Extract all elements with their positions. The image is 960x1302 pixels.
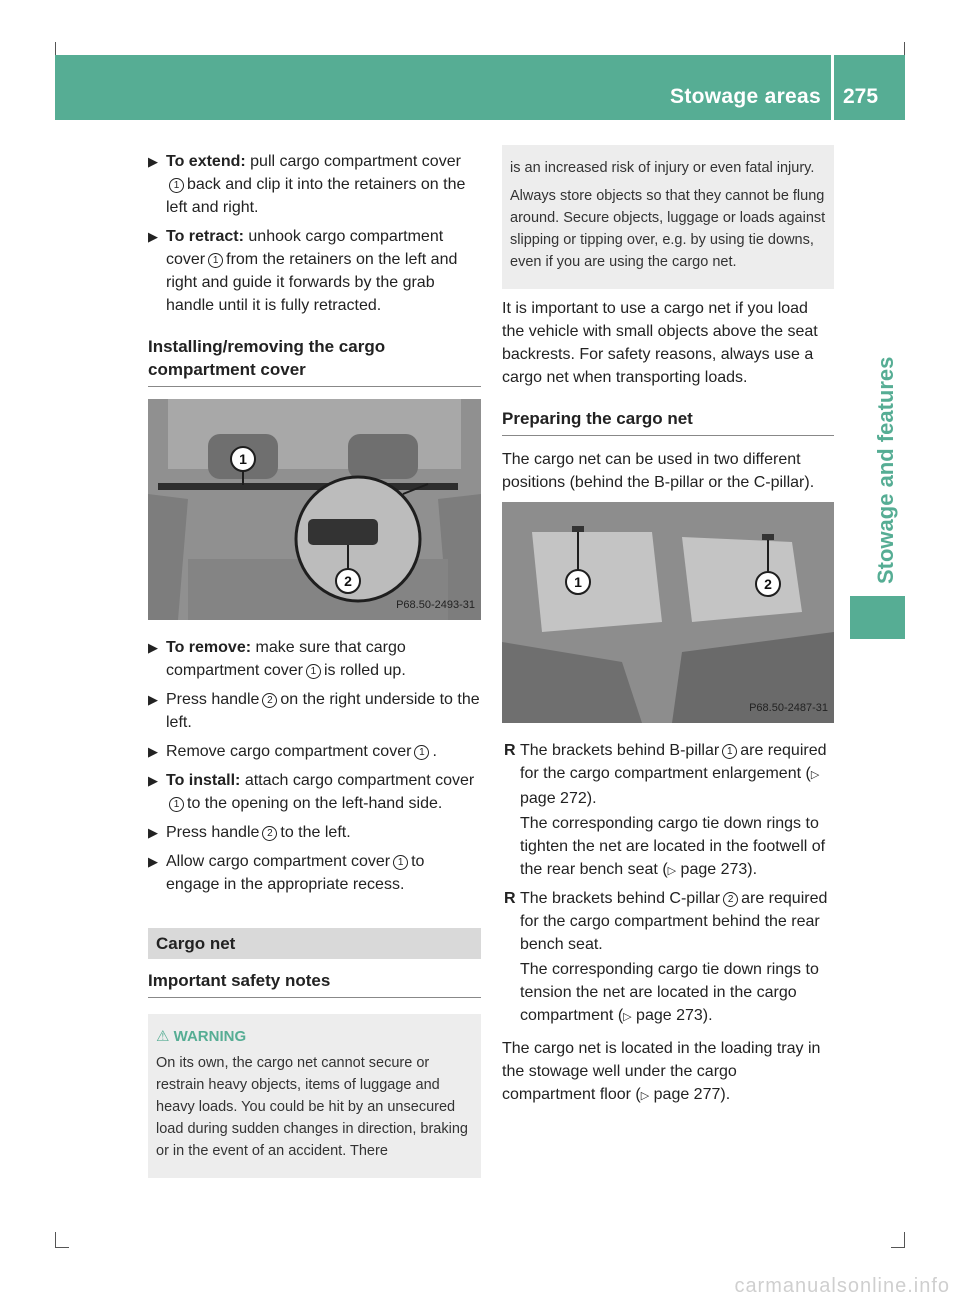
paragraph-text: ). xyxy=(720,1086,731,1103)
callout-2-label: 2 xyxy=(344,573,352,589)
crop-mark xyxy=(55,1247,69,1248)
step-text: to the opening on the left-hand side. xyxy=(187,795,443,812)
callout-number: 1 xyxy=(722,744,737,759)
page-reference[interactable]: page 273 xyxy=(631,1007,703,1024)
instruction-step xyxy=(148,225,481,317)
instruction-step xyxy=(148,688,481,734)
cargo-cover-photo xyxy=(148,399,481,620)
step-text: unhook cargo compartment cover xyxy=(166,228,444,268)
step-arrow-icon: ▶ xyxy=(148,744,158,759)
callout-number: 1 xyxy=(414,745,429,760)
side-tab-label: Stowage and features xyxy=(873,356,898,584)
step-text: to engage in the appropriate recess. xyxy=(166,853,425,893)
step-keyword: To install: xyxy=(166,772,245,789)
section-cargo-net: Cargo net xyxy=(148,928,481,959)
right-column xyxy=(502,150,834,1116)
callout-number: 1 xyxy=(306,664,321,679)
step-text: Press handle xyxy=(166,824,260,841)
side-tab xyxy=(850,120,905,590)
callout-number: 1 xyxy=(393,855,408,870)
bullet-item xyxy=(502,887,834,1029)
bullet-text: The brackets behind B-pillar xyxy=(520,742,720,759)
steps-list xyxy=(148,636,481,896)
crop-mark xyxy=(55,42,56,55)
page-reference[interactable]: page 272 xyxy=(520,790,587,807)
step-arrow-icon: ▶ xyxy=(148,640,158,655)
cargo-net-photo xyxy=(502,502,834,723)
bullet-icon: R xyxy=(504,890,516,907)
bullet-text: ). xyxy=(747,861,758,878)
bullet-item xyxy=(502,739,834,883)
crop-mark xyxy=(904,42,905,55)
cargo-cover-illustration xyxy=(148,399,481,620)
instruction-step xyxy=(148,636,481,682)
callout-number: 2 xyxy=(262,826,277,841)
crop-mark xyxy=(55,1232,56,1247)
paragraph: It is important to use a cargo net if you load the vehicle with small objects above the seat backrests. For safety reasons, always use a cargo net when transporting loads. xyxy=(502,300,818,386)
instruction-step xyxy=(148,769,481,815)
instruction-step xyxy=(148,821,481,844)
step-text: Allow cargo compartment cover xyxy=(166,853,391,870)
step-text: Remove cargo compartment cover xyxy=(166,743,412,760)
watermark: carmanualsonline.info xyxy=(734,1275,950,1297)
warning-box xyxy=(148,1014,481,1178)
callout-number: 1 xyxy=(169,178,184,193)
warning-text: Always store objects so that they cannot be flung around. Secure objects, luggage or loads against slipping or tipping over, e.g. by using tie downs, even if you are using the cargo net. xyxy=(510,188,826,270)
step-text: to the left. xyxy=(280,824,351,841)
paragraph-text: The cargo net is located in the loading tray in the stowage well under the cargo compartment floor ( xyxy=(502,1040,821,1103)
paragraph xyxy=(502,1037,834,1108)
bullet-text: are required for the cargo compartment enlargement ( xyxy=(520,742,827,782)
page-ref-arrow-icon: ▷ xyxy=(667,865,677,877)
callout-number: 2 xyxy=(262,693,277,708)
bullet-subtext xyxy=(520,812,834,883)
step-arrow-icon: ▶ xyxy=(148,692,158,707)
step-arrow-icon: ▶ xyxy=(148,825,158,840)
step-text: back and clip it into the retainers on the left and right. xyxy=(166,176,466,216)
callout-2-label: 2 xyxy=(764,576,772,592)
warning-icon: ⚠ xyxy=(156,1028,170,1045)
step-text: on the right underside to the left. xyxy=(166,691,480,731)
step-keyword: To retract: xyxy=(166,228,249,245)
image-code: P68.50-2487-31 xyxy=(749,702,828,714)
bullet-list xyxy=(502,739,834,1029)
left-column xyxy=(148,150,481,1178)
cargo-net-illustration xyxy=(502,502,834,723)
warning-box-continued xyxy=(502,145,834,289)
warning-text: is an increased risk of injury or even fatal injury. xyxy=(510,160,815,176)
heading-safety-notes: Important safety notes xyxy=(148,969,481,998)
instruction-step xyxy=(148,150,481,219)
page-header xyxy=(55,55,905,120)
page-reference[interactable]: page 277 xyxy=(653,1086,721,1103)
section-title: Stowage areas xyxy=(670,85,821,108)
step-text: is rolled up. xyxy=(323,662,406,679)
heading-cover: Installing/removing the cargo compartment cover xyxy=(148,335,481,387)
page-ref-arrow-icon: ▷ xyxy=(810,769,820,781)
side-tab-marker xyxy=(850,596,905,639)
bullet-text: The corresponding cargo tie down rings to tension the net are located in the cargo compartment ( xyxy=(520,961,819,1024)
step-text: from the retainers on the left and right and guide it forwards by the grab handle until it is fully retracted. xyxy=(166,251,458,314)
step-keyword: To remove: xyxy=(166,639,256,656)
step-arrow-icon: ▶ xyxy=(148,154,158,169)
page-ref-arrow-icon: ▷ xyxy=(640,1090,650,1102)
paragraph: The cargo net can be used in two different positions (behind the B-pillar or the C-pillar). xyxy=(502,451,815,491)
callout-number: 2 xyxy=(723,892,738,907)
callout-1-label: 1 xyxy=(239,451,247,467)
crop-mark xyxy=(904,1232,905,1247)
bullet-icon: R xyxy=(504,742,516,759)
step-text: pull cargo compartment cover xyxy=(250,153,461,170)
callout-number: 1 xyxy=(169,797,184,812)
image-code: P68.50-2493-31 xyxy=(396,599,475,611)
callout-1-label: 1 xyxy=(574,574,582,590)
page-ref-arrow-icon: ▷ xyxy=(623,1011,632,1023)
step-keyword: To extend: xyxy=(166,153,251,170)
crop-mark xyxy=(891,1247,905,1248)
step-arrow-icon: ▶ xyxy=(148,773,158,788)
heading-preparing-net: Preparing the cargo net xyxy=(502,407,834,436)
instruction-step xyxy=(148,850,481,896)
warning-title xyxy=(156,1026,473,1048)
step-arrow-icon: ▶ xyxy=(148,854,158,869)
bullet-subtext xyxy=(520,958,834,1029)
bullet-text: ). xyxy=(702,1007,713,1024)
step-text: attach cargo compartment cover xyxy=(244,772,475,789)
bullet-text: ). xyxy=(586,790,597,807)
bullet-text: The corresponding cargo tie down rings to tighten the net are located in the footwell of the rear bench seat ( xyxy=(520,815,826,878)
steps-list xyxy=(148,150,481,317)
step-text: Press handle xyxy=(166,691,260,708)
step-text: make sure that cargo compartment cover xyxy=(166,639,406,679)
step-arrow-icon: ▶ xyxy=(148,229,158,244)
header-divider xyxy=(831,55,834,120)
callout-number: 1 xyxy=(208,253,223,268)
warning-text: On its own, the cargo net cannot secure or restrain heavy objects, items of luggage and heavy loads. You could be hit by an unsecured load during sudden changes in direction, braking or in the event of an accident. There xyxy=(156,1055,468,1159)
step-text: . xyxy=(432,743,437,760)
bullet-text: The brackets behind C-pillar xyxy=(520,890,721,907)
page-reference[interactable]: page 273 xyxy=(676,861,748,878)
page-number: 275 xyxy=(843,85,879,108)
warning-title-text: WARNING xyxy=(173,1028,247,1045)
instruction-step xyxy=(148,740,481,763)
bullet-text: are required for the cargo compartment behind the rear bench seat. xyxy=(520,890,828,953)
